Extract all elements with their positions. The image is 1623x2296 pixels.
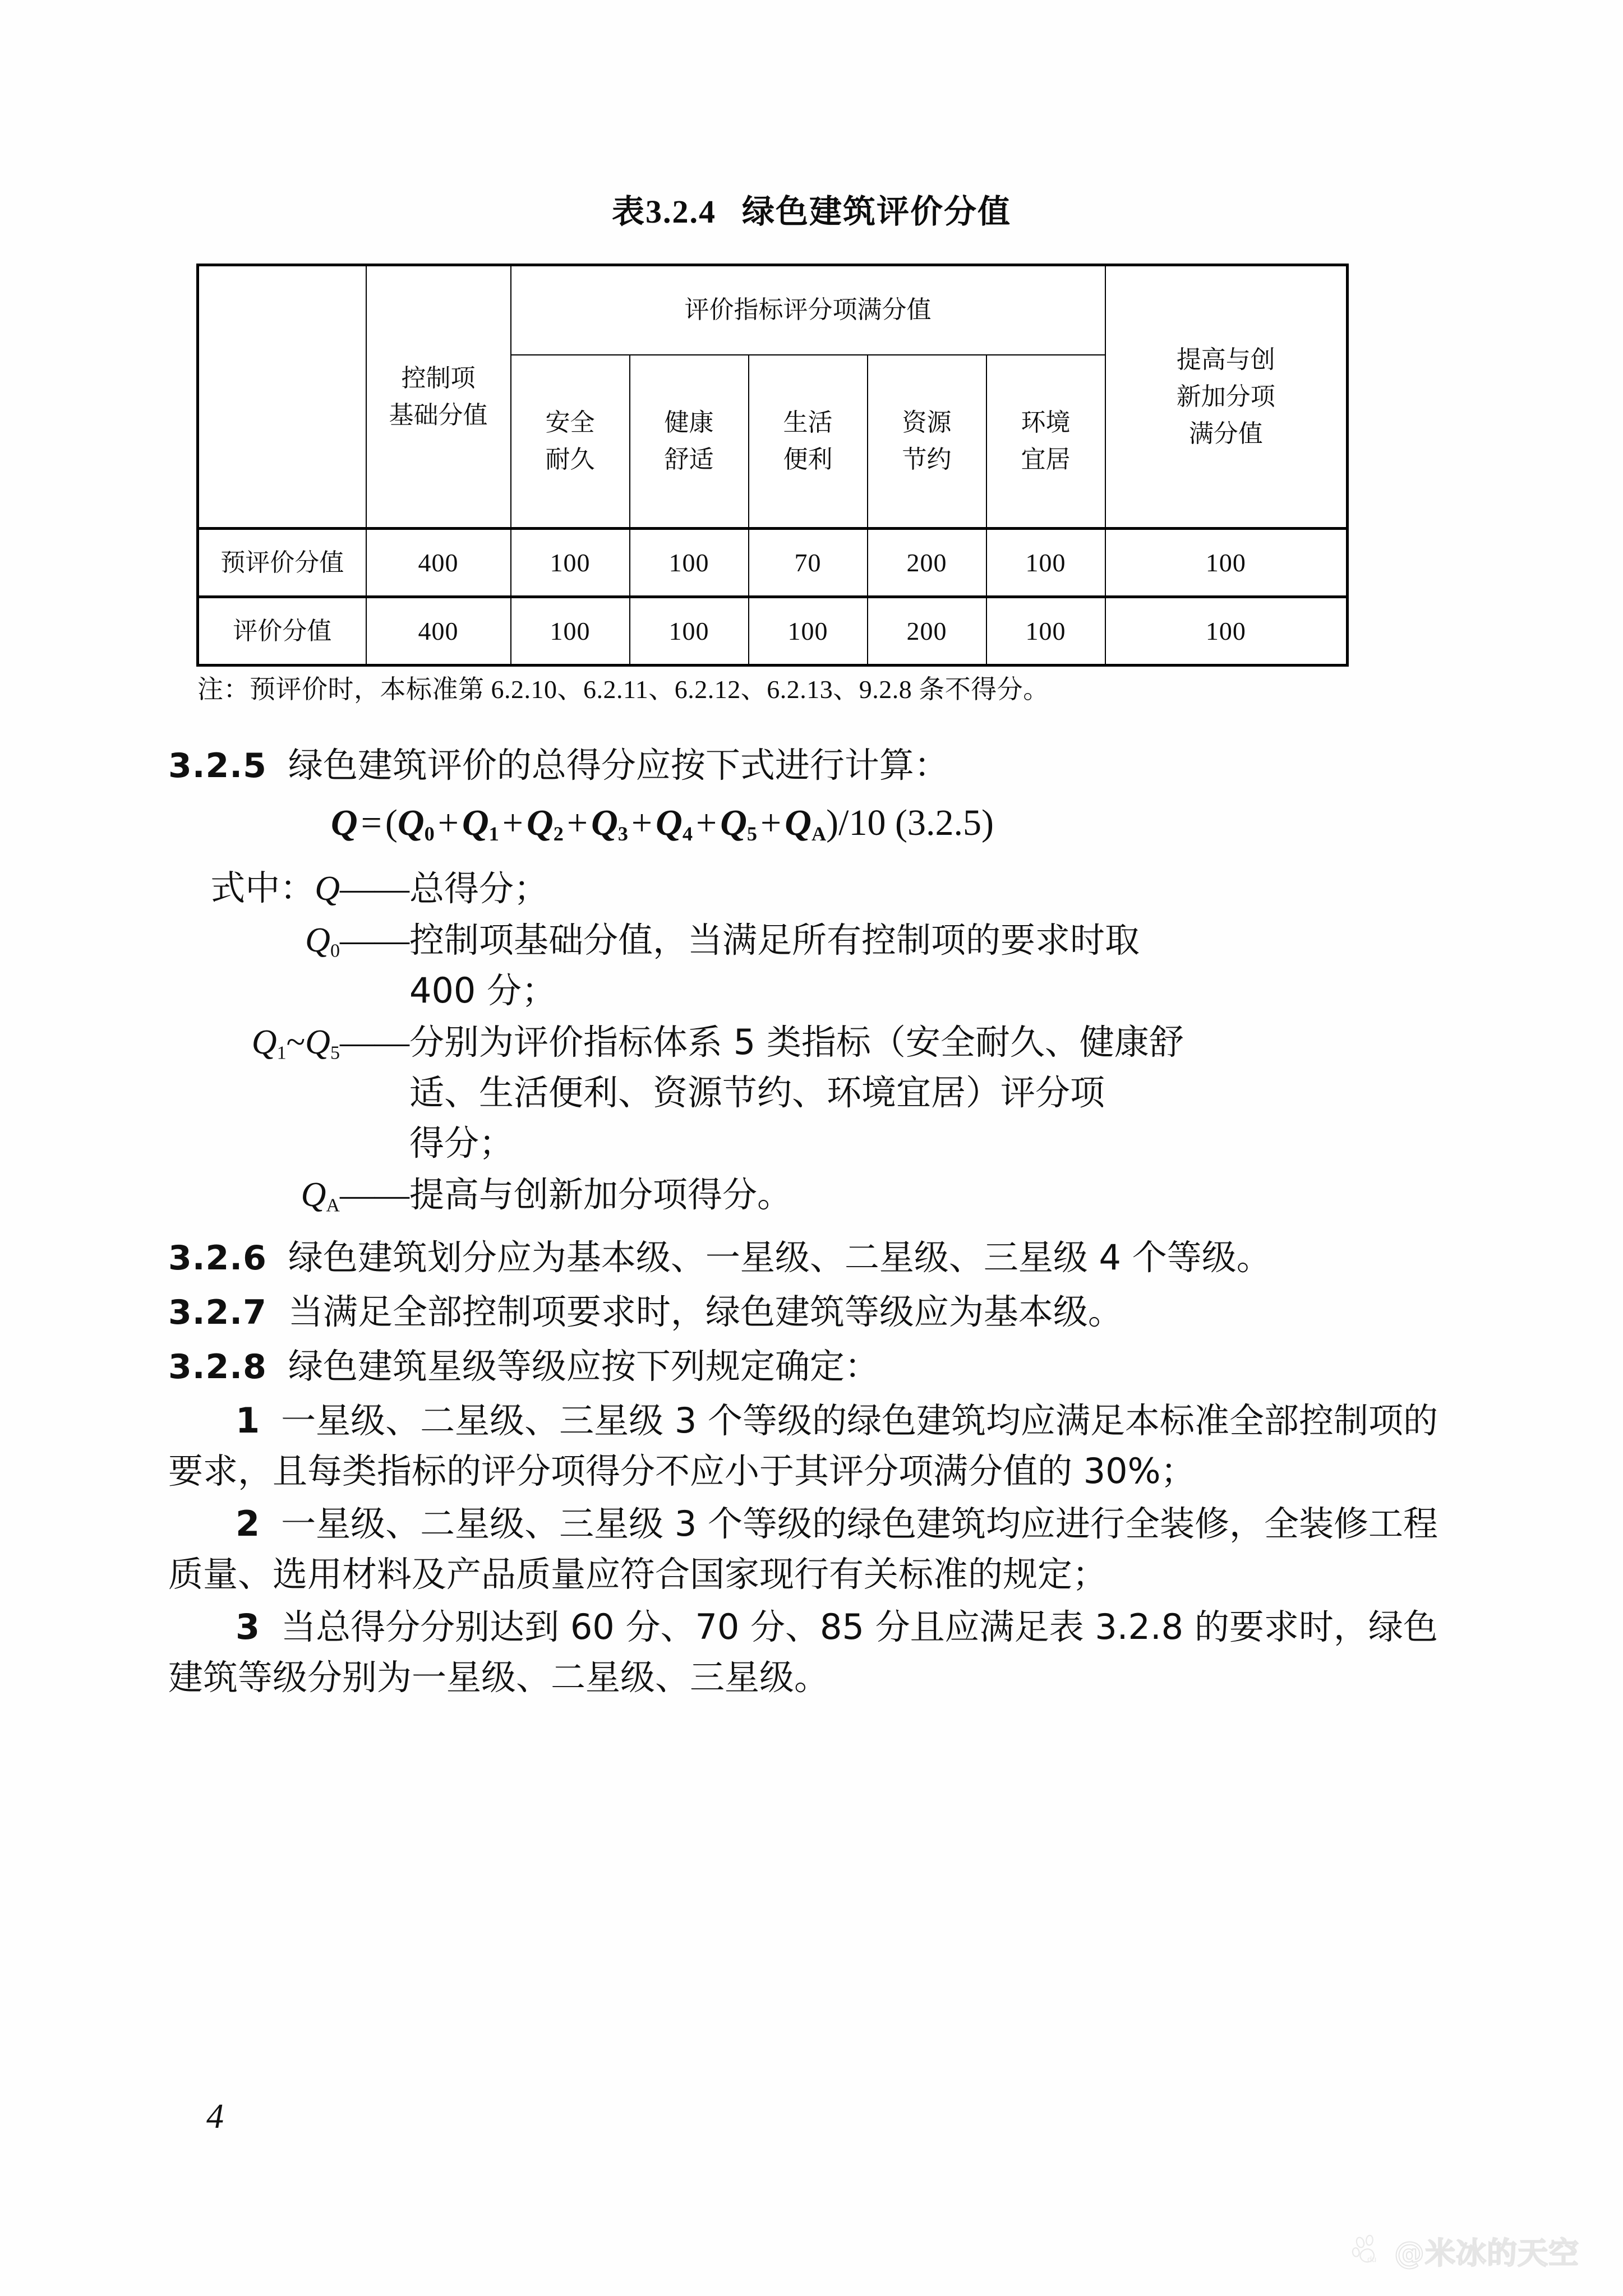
header-indicator-resource-line2: 节约 [902, 445, 952, 474]
clause-3-2-8-item-3 [168, 1602, 1458, 1703]
definition-q1-q5 [168, 1017, 1458, 1168]
clause-3-2-8-item-1-number: 1 [236, 1399, 260, 1441]
score-table-container [196, 264, 1346, 667]
header-indicator-safety-line2: 耐久 [545, 445, 595, 474]
header-bonus-line3: 满分值 [1188, 419, 1263, 448]
definition-q0-line1: 控制项基础分值，当满足所有控制项的要求时取 [409, 920, 1140, 961]
formula-q: Q [331, 802, 358, 843]
header-indicator-environment-line2: 宜居 [1021, 445, 1071, 474]
formula-divide: /10 [838, 802, 886, 843]
definition-q1-q5-line3: 得分； [409, 1122, 514, 1164]
row-label-evaluation: 评价分值 [198, 597, 366, 666]
clause-3-2-5 [168, 740, 1458, 791]
table-row [198, 529, 1348, 597]
header-indicator-convenience [749, 355, 868, 529]
table-caption-prefix: 表 [611, 192, 645, 230]
definition-q1-q5-symbol: $Q_1\sim Q_5——$ [251, 1023, 409, 1064]
cell-eval-environment: 100 [986, 597, 1105, 666]
clause-3-2-5-number: 3.2.5 [168, 746, 267, 786]
cell-pre-health: 100 [630, 529, 749, 597]
header-control-base-cell [366, 265, 511, 529]
formula-equals: = [361, 802, 382, 843]
header-indicator-resource [868, 355, 986, 529]
svg-text:du: du [1367, 2255, 1377, 2264]
definition-where-label: 式中：Q—— [210, 870, 409, 908]
header-indicator-safety-line1: 安全 [545, 408, 595, 437]
clause-3-2-8-item-2-number: 2 [236, 1503, 260, 1544]
clause-3-2-8-item-3-number: 3 [236, 1606, 260, 1647]
clause-3-2-8-item-2-text: 一星级、二星级、三星级 3 个等级的绿色建筑均应进行全装修，全装修工程质量、选用材料及产品质量应符合国家现行有关标准的规定； [168, 1503, 1438, 1595]
green-building-score-table [196, 264, 1349, 667]
table-note-label: 注： [197, 674, 250, 704]
watermark [1352, 2229, 1579, 2272]
table-header-row-1 [198, 265, 1348, 355]
header-indicator-resource-line1: 资源 [902, 408, 952, 437]
cell-pre-resource: 200 [868, 529, 986, 597]
header-indicator-safety [511, 355, 630, 529]
header-indicator-convenience-line2: 便利 [783, 445, 833, 474]
body-content [168, 740, 1458, 1705]
watermark-text: @米冰的天空 [1394, 2235, 1579, 2271]
header-indicator-convenience-line1: 生活 [783, 408, 833, 437]
definition-qa-symbol: $Q_A——$ [301, 1176, 409, 1216]
definition-q1-q5-line1: 分别为评价指标体系 5 类指标（安全耐久、健康舒 [409, 1022, 1184, 1063]
clause-3-2-5-text: 绿色建筑评价的总得分应按下式进行计算： [288, 745, 949, 786]
header-indicator-health [630, 355, 749, 529]
header-corner-cell [198, 265, 366, 529]
clause-3-2-8-item-2 [168, 1499, 1458, 1600]
cell-eval-bonus: 100 [1105, 597, 1348, 666]
row-label-pre-evaluation: 预评价分值 [198, 529, 366, 597]
clause-3-2-6-text: 绿色建筑划分应为基本级、一星级、二星级、三星级 4 个等级。 [288, 1236, 1271, 1278]
header-indicator-environment-line1: 环境 [1021, 408, 1071, 437]
cell-pre-bonus: 100 [1105, 529, 1348, 597]
definition-q0-symbol: $Q_0——$ [305, 921, 409, 962]
formula-3-2-5: $Q=(Q_0+Q_1+Q_2+Q_3+Q_4+Q_5+Q_A)/10$ (3.2.5) [331, 802, 994, 846]
header-bonus-line2: 新加分项 [1176, 382, 1275, 411]
clause-3-2-8-text: 绿色建筑星级等级应按下列规定确定： [288, 1345, 879, 1387]
header-bonus-line1: 提高与创 [1176, 345, 1275, 374]
cell-pre-convenience: 70 [749, 529, 868, 597]
header-control-base-line2: 基础分值 [389, 400, 488, 429]
formula-equation-number: (3.2.5) [895, 802, 994, 843]
clause-3-2-6-number: 3.2.6 [168, 1238, 267, 1278]
definition-q-text: 总得分； [409, 868, 549, 909]
cell-eval-control-base: 400 [366, 597, 511, 666]
header-indicator-health-line1: 健康 [664, 408, 714, 437]
header-indicator-environment [986, 355, 1105, 529]
clause-3-2-7 [168, 1287, 1458, 1338]
header-bonus-cell [1105, 265, 1348, 529]
clause-3-2-7-number: 3.2.7 [168, 1292, 267, 1332]
table-caption-number: 3.2.4 [645, 193, 716, 230]
definition-qa-text: 提高与创新加分项得分。 [409, 1174, 792, 1216]
table-caption [0, 185, 1623, 232]
formula-close-paren: ) [826, 802, 839, 843]
cell-eval-resource: 200 [868, 597, 986, 666]
header-indicator-group-label: 评价指标评分项满分值 [684, 295, 932, 325]
definition-qa [168, 1170, 1458, 1231]
definition-q0-line2: 400 分； [409, 970, 557, 1011]
baidu-paw-icon [1352, 2234, 1386, 2269]
clause-3-2-8-item-1 [168, 1396, 1458, 1496]
table-note-text: 预评价时，本标准第 6.2.10、6.2.11、6.2.12、6.2.13、9.2.8 条不得分。 [250, 675, 1049, 704]
clause-3-2-8-item-1-text: 一星级、二星级、三星级 3 个等级的绿色建筑均应满足本标准全部控制项的要求，且每类指标的评分项得分不应小于其评分项满分值的 30%； [168, 1399, 1438, 1491]
cell-pre-environment: 100 [986, 529, 1105, 597]
clause-3-2-8-number: 3.2.8 [168, 1347, 267, 1387]
header-indicator-group-cell [511, 265, 1105, 355]
clause-3-2-6 [168, 1232, 1458, 1283]
cell-pre-control-base: 400 [366, 529, 511, 597]
clause-3-2-8 [168, 1341, 1458, 1392]
definition-q0 [168, 915, 1458, 1016]
symbol-definitions [168, 863, 1458, 1231]
cell-eval-health: 100 [630, 597, 749, 666]
page-number: 4 [206, 2098, 224, 2136]
table-note [197, 669, 1403, 706]
cell-eval-safety: 100 [511, 597, 630, 666]
table-caption-title: 绿色建筑评价分值 [742, 192, 1012, 230]
clause-3-2-7-text: 当满足全部控制项要求时，绿色建筑等级应为基本级。 [288, 1291, 1123, 1332]
table-row [198, 597, 1348, 666]
definition-q1-q5-line2: 适、生活便利、资源节约、环境宜居）评分项 [409, 1072, 1105, 1114]
clause-3-2-8-item-3-text: 当总得分分别达到 60 分、70 分、85 分且应满足表 3.2.8 的要求时，绿色建筑等级分别为一星级、二星级、三星级。 [168, 1606, 1438, 1698]
formula-open-paren: ( [385, 802, 398, 843]
definition-where [168, 863, 1458, 914]
cell-eval-convenience: 100 [749, 597, 868, 666]
cell-pre-safety: 100 [511, 529, 630, 597]
header-indicator-health-line2: 舒适 [664, 445, 714, 474]
header-control-base-line1: 控制项 [401, 363, 476, 392]
